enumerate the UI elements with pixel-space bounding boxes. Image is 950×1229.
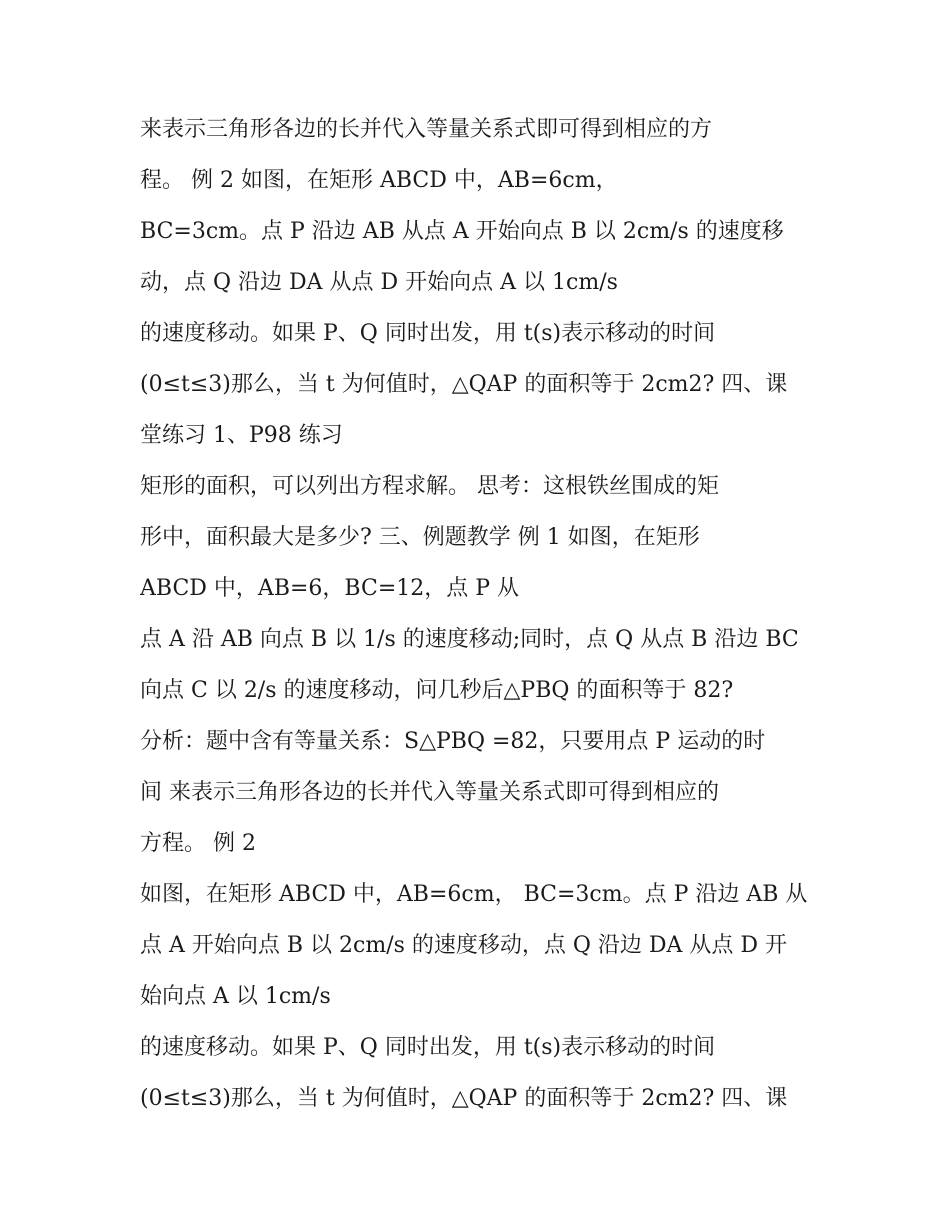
text-line: 的速度移动。如果 P、Q 同时出发，用 t(s)表示移动的时间 [140,1035,716,1060]
text-line: 的速度移动。如果 P、Q 同时出发，用 t(s)表示移动的时间 [140,321,716,346]
text-line: 形中，面积最大是多少? 三、例题教学 例 1 如图，在矩形 [140,525,700,550]
text-line: 向点 C 以 2/s 的速度移动，问几秒后△PBQ 的面积等于 82? [140,678,734,703]
text-line: BC=3cm。点 P 沿边 AB 从点 A 开始向点 B 以 2cm/s 的速度移 [140,219,784,244]
text-line: 动，点 Q 沿边 DA 从点 D 开始向点 A 以 1cm/s [140,270,618,295]
text-line: 点 A 开始向点 B 以 2cm/s 的速度移动，点 Q 沿边 DA 从点 D 开 [140,933,788,958]
text-line: 分析：题中含有等量关系：S△PBQ =82，只要用点 P 运动的时 [140,729,766,754]
text-line: 程。 例 2 如图，在矩形 ABCD 中，AB=6cm， [140,168,618,193]
text-line: 点 A 沿 AB 向点 B 以 1/s 的速度移动;同时，点 Q 从点 B 沿边 BC [140,627,799,652]
text-line: 来表示三角形各边的长并代入等量关系式即可得到相应的方 [140,117,713,142]
text-line: 如图，在矩形 ABCD 中，AB=6cm， BC=3cm。点 P 沿边 AB 从 [140,882,808,907]
text-line: ABCD 中，AB=6，BC=12，点 P 从 [140,576,520,601]
text-line: 方程。 例 2 [140,831,256,856]
text-line: 始向点 A 以 1cm/s [140,984,331,1009]
text-line: 矩形的面积，可以列出方程求解。 思考：这根铁丝围成的矩 [140,474,719,499]
text-line: 堂练习 1、P98 练习 [140,423,343,448]
text-line: (0≤t≤3)那么，当 t 为何值时，△QAP 的面积等于 2cm2? 四、课 [140,1086,788,1111]
text-line: 间 来表示三角形各边的长并代入等量关系式即可得到相应的 [140,780,719,805]
document-body [140,104,830,1124]
text-line: (0≤t≤3)那么，当 t 为何值时，△QAP 的面积等于 2cm2? 四、课 [140,372,788,397]
